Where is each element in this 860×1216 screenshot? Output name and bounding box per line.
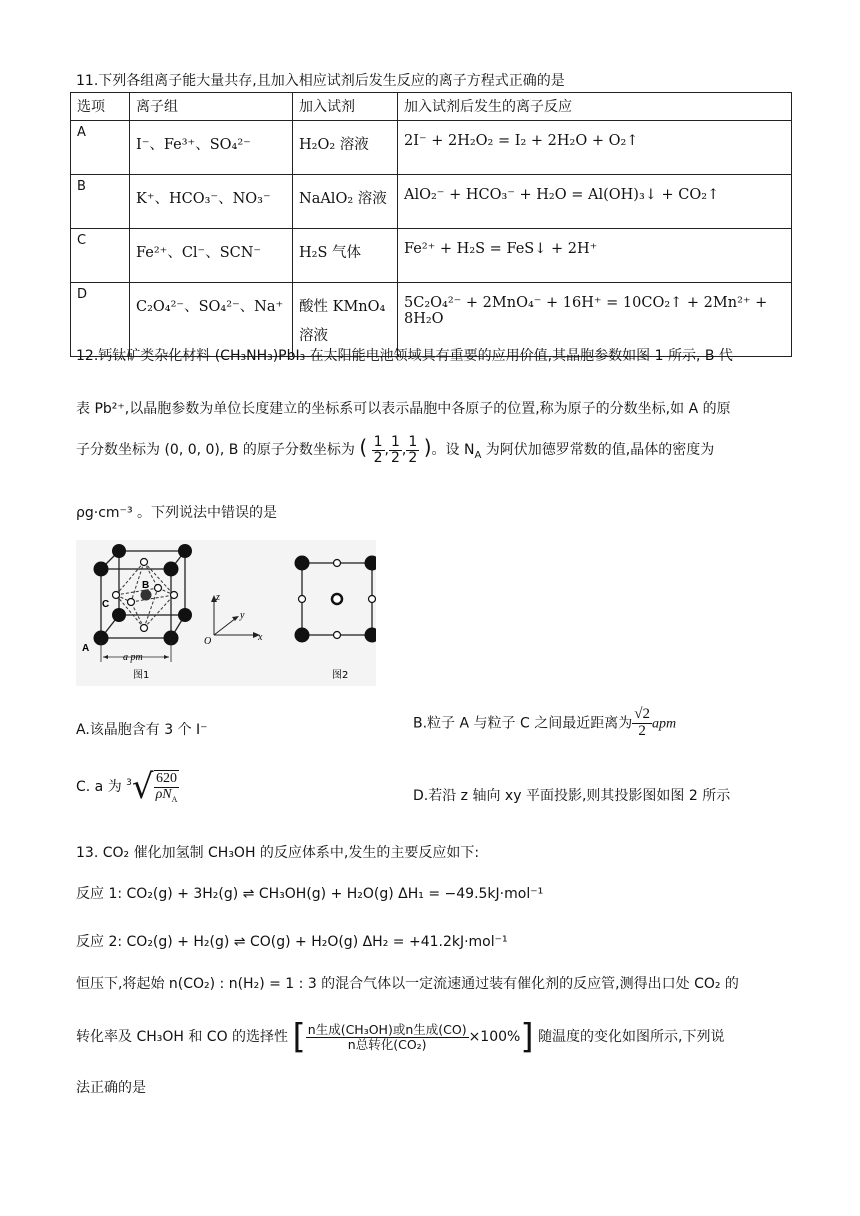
- figure-1-axes: [204, 592, 263, 647]
- axis-x-label: x: [258, 632, 263, 643]
- option-A: A.该晶胞含有 3 个 I⁻: [76, 722, 208, 738]
- q13-line1: 13. CO₂ 催化加氢制 CH₃OH 的反应体系中,发生的主要反应如下:: [76, 845, 480, 861]
- row-equation: Fe²⁺ + H₂S = FeS↓ + 2H⁺: [398, 229, 792, 283]
- q12-line1: 12.钙钛矿类杂化材料 (CH₃NH₃)PbI₃ 在太阳能电池领域具有重要的应用价值,其晶胞参数如图 1 所示, B 代: [76, 348, 733, 364]
- q11-stem: 11.下列各组离子能大量共存,且加入相应试剂后发生反应的离子方程式正确的是: [76, 73, 565, 89]
- q13-line5: 转化率及 CH₃OH 和 CO 的选择性 [ $\frac{\text{n生成(CH₃OH)或n生成(CO)}}{\text{n总转化(CO₂)}}$ ×100%] 随温度的变化如图所示,下列说: [76, 1017, 725, 1057]
- row-equation: 2I⁻ + 2H₂O₂ = I₂ + 2H₂O + O₂↑: [398, 121, 792, 175]
- fraction-half: $\frac{1}{2}$: [373, 434, 383, 466]
- q13-reaction1: 反应 1: CO₂(g) + 3H₂(g) ⇌ CH₃OH(g) + H₂O(g) ΔH₁ = −49.5kJ·mol⁻¹: [76, 886, 544, 902]
- table-row: [71, 229, 792, 283]
- q12-line2: 表 Pb²⁺,以晶胞参数为单位长度建立的坐标系可以表示晶胞中各原子的位置,称为原子的分数坐标,如 A 的原: [76, 401, 731, 417]
- crystal-figures: [76, 540, 376, 686]
- row-ions: I⁻、Fe³⁺、SO₄²⁻: [130, 121, 293, 175]
- reagent-line2: 溶液: [299, 328, 328, 344]
- q12-line3-start: 子分数坐标为 (0, 0, 0), B 的原子分数坐标为: [76, 442, 355, 459]
- table-row: [71, 175, 792, 229]
- row-ions: Fe²⁺、Cl⁻、SCN⁻: [130, 229, 293, 283]
- dimension-label: a pm: [123, 652, 143, 663]
- axis-z-label: z: [216, 592, 220, 603]
- fraction-half: $\frac{1}{2}$: [390, 434, 400, 466]
- option-B: B.粒子 A 与粒子 C 之间最近距离为 $\frac{√2}{2}$ apm: [413, 706, 677, 739]
- header-option: 选项: [71, 93, 130, 121]
- header-reaction: 加入试剂后发生的离子反应: [398, 93, 792, 121]
- option-C: C. a 为 $^3$√ $\frac{620}{\rho N_A}$: [76, 767, 178, 807]
- row-equation: AlO₂⁻ + HCO₃⁻ + H₂O = Al(OH)₃↓ + CO₂↑: [398, 175, 792, 229]
- selectivity-fraction: $\frac{\text{n生成(CH₃OH)或n生成(CO)}}{\text{n总转化(CO₂)}}$: [307, 1022, 467, 1052]
- row-option: B: [71, 175, 130, 229]
- reagent-line1: 酸性 KMnO₄: [299, 299, 386, 315]
- table-row: [71, 121, 792, 175]
- q12-line4: ρg·cm⁻³ 。下列说法中错误的是: [76, 505, 278, 521]
- ion-table: [70, 92, 792, 357]
- row-option: C: [71, 229, 130, 283]
- row-equation: 5C₂O₄²⁻ + 2MnO₄⁻ + 16H⁺ = 10CO₂↑ + 2Mn²⁺ + 8H₂O: [398, 283, 792, 357]
- label-B: B: [142, 580, 150, 591]
- row-ions: K⁺、HCO₃⁻、NO₃⁻: [130, 175, 293, 229]
- figure-1-caption: 图1: [133, 670, 150, 681]
- axis-y-label: y: [240, 610, 245, 621]
- row-reagent: H₂S 气体: [293, 229, 398, 283]
- origin-label: O: [204, 636, 212, 647]
- option-D: D.若沿 z 轴向 xy 平面投影,则其投影图如图 2 所示: [413, 788, 731, 804]
- q12-line3: 子分数坐标为 (0, 0, 0), B 的原子分数坐标为 ( $\frac{1}{2}$ , $\frac{1}{2}$ , $\frac{1}{2}$ )。设 $N_A$ 为阿伏加德罗常数的值,晶体的密度为: [76, 434, 715, 466]
- row-option: A: [71, 121, 130, 175]
- row-option: D: [71, 283, 130, 357]
- row-reagent: NaAlO₂ 溶液: [293, 175, 398, 229]
- label-A: A: [82, 643, 90, 654]
- row-reagent: H₂O₂ 溶液: [293, 121, 398, 175]
- q13-reaction2: 反应 2: CO₂(g) + H₂(g) ⇌ CO(g) + H₂O(g) ΔH₂ = +41.2kJ·mol⁻¹: [76, 934, 508, 950]
- figure-1-unit-cell: [82, 544, 192, 681]
- q13-line6: 法正确的是: [76, 1080, 146, 1096]
- row-ions: C₂O₄²⁻、SO₄²⁻、Na⁺: [130, 283, 293, 357]
- q13-line4: 恒压下,将起始 n(CO₂) : n(H₂) = 1 : 3 的混合气体以一定流速通过装有催化剂的反应管,测得出口处 CO₂ 的: [76, 976, 739, 992]
- figure-2-projection: [295, 556, 377, 682]
- header-reagent: 加入试剂: [293, 93, 398, 121]
- header-ions: 离子组: [130, 93, 293, 121]
- table-header-row: [71, 93, 792, 121]
- figure-2-caption: 图2: [332, 670, 349, 681]
- label-C: C: [102, 599, 110, 610]
- fraction-half: $\frac{1}{2}$: [408, 434, 418, 466]
